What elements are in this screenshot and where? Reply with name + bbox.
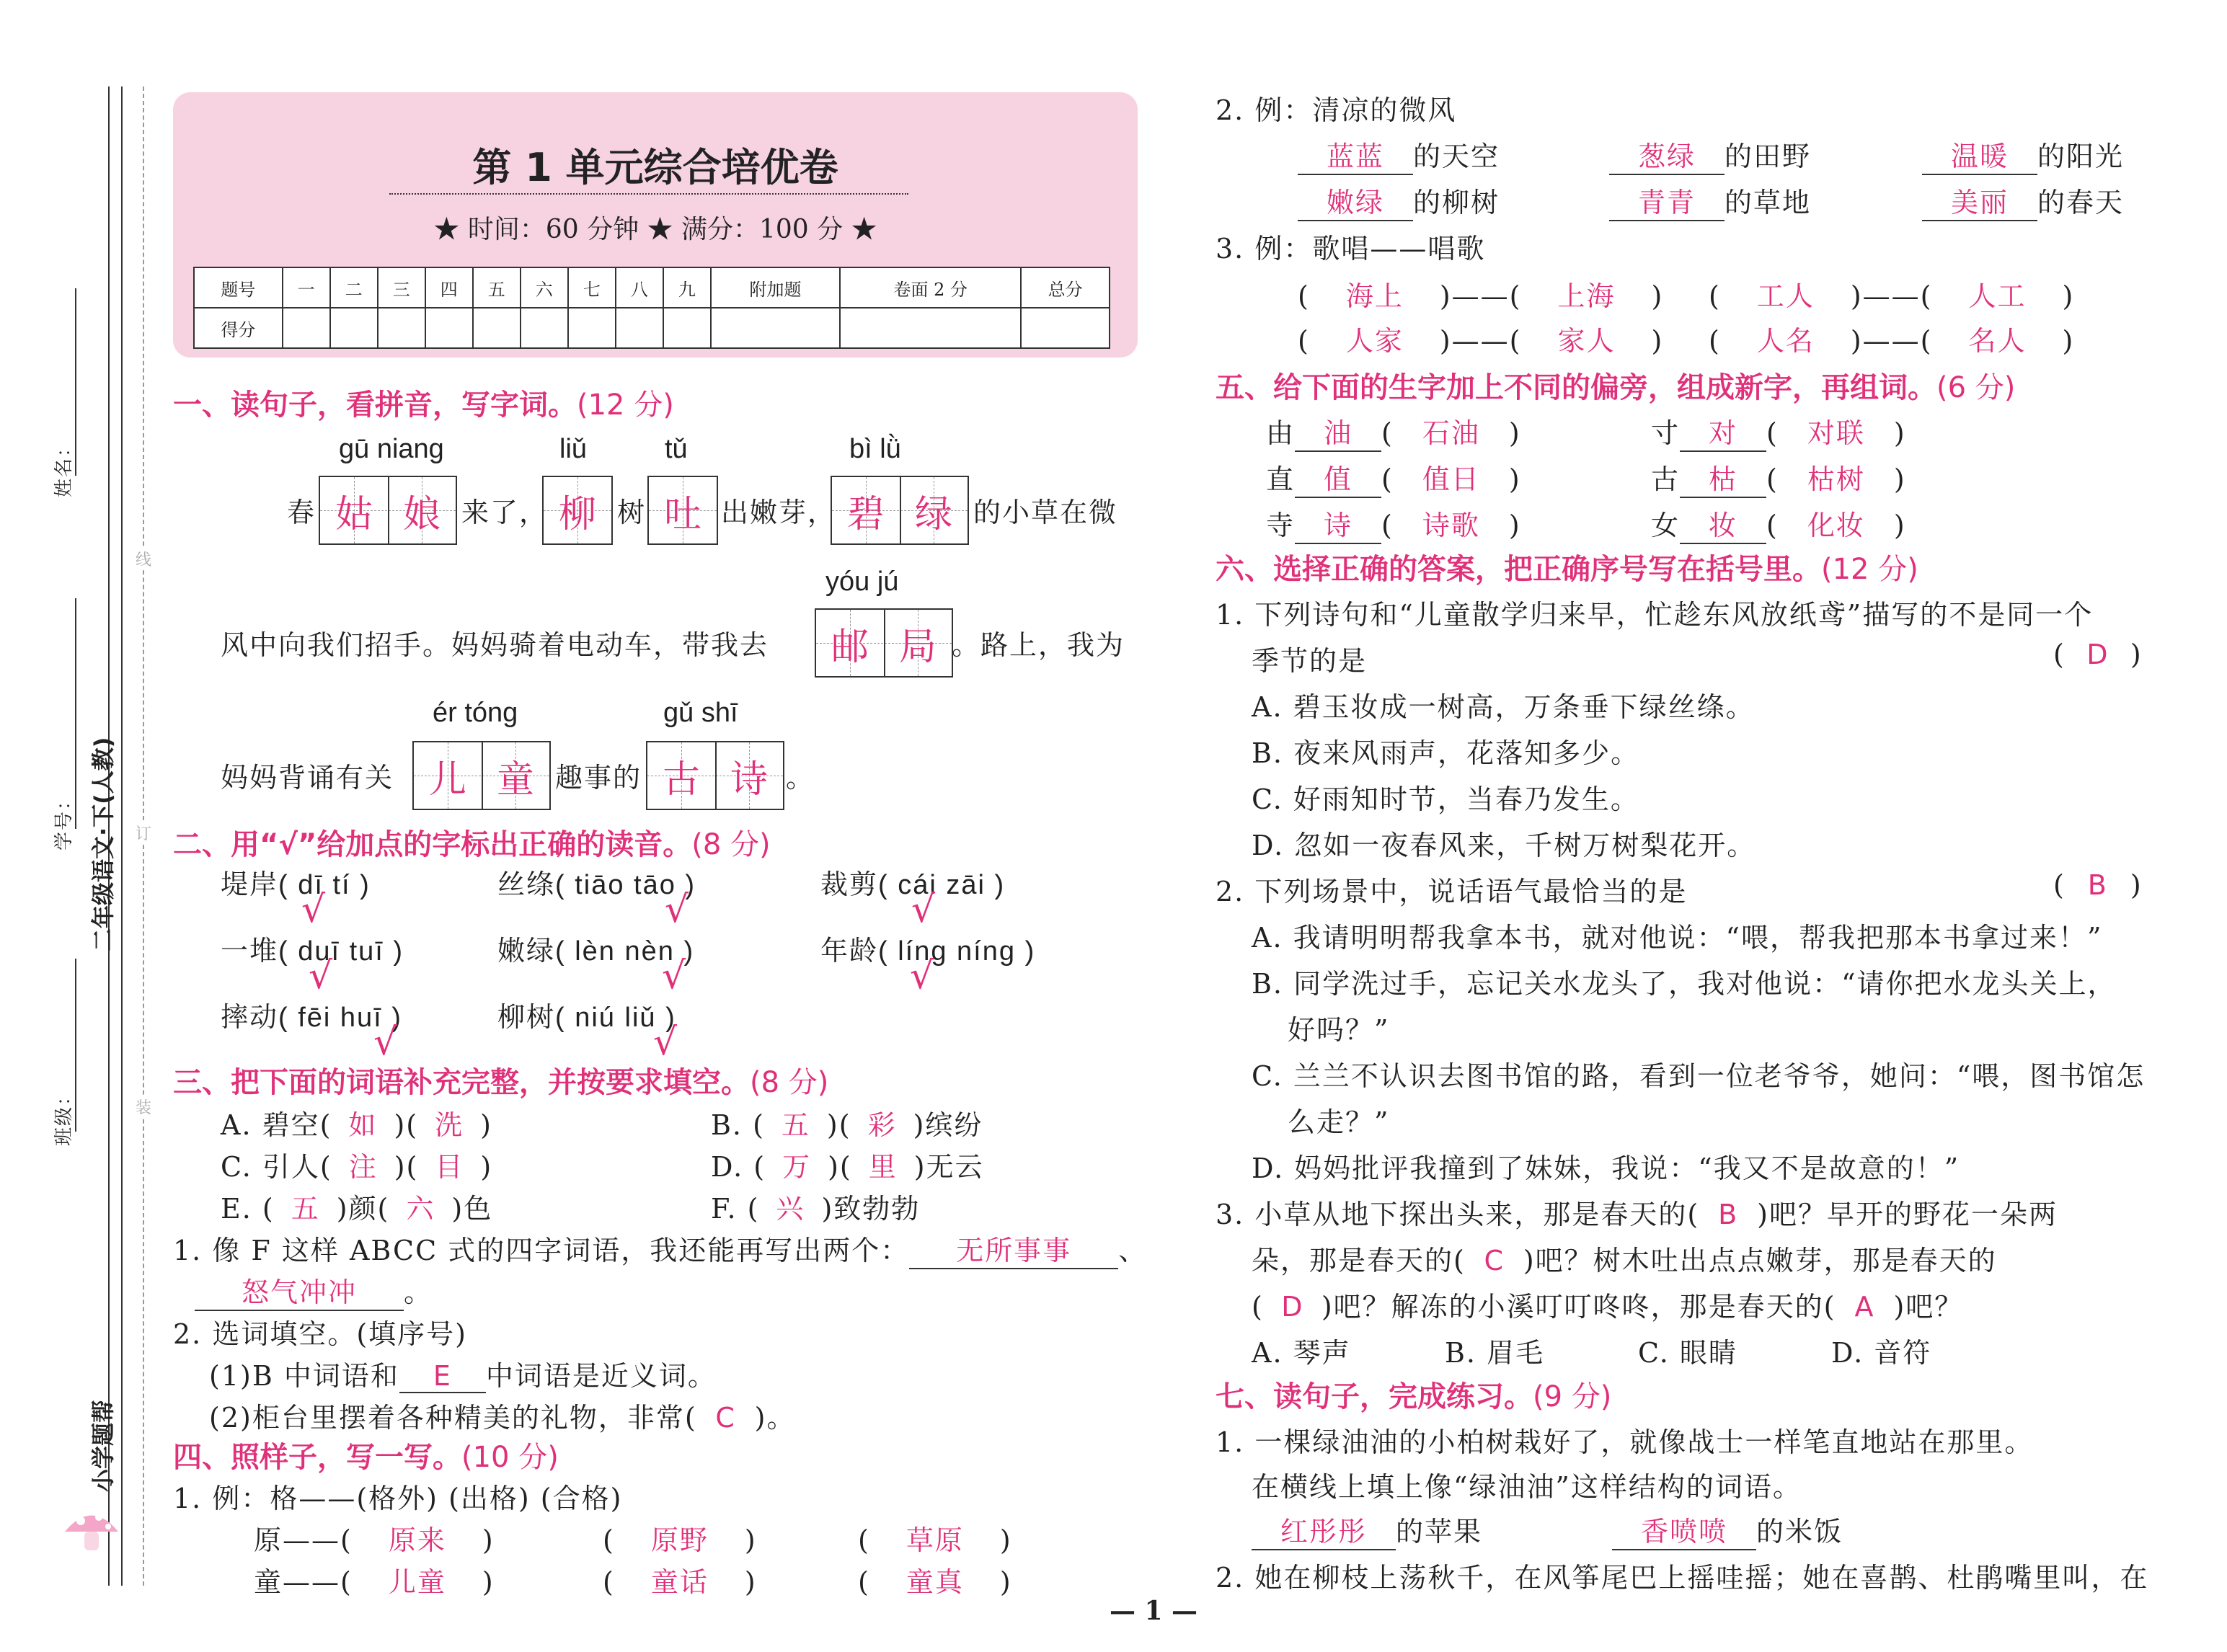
answer-box[interactable] — [542, 476, 613, 545]
answer-char: 娘 — [402, 492, 440, 536]
section-title-text: 五、给下面的生字加上不同的偏旁，组成新字，再组词。 — [1216, 371, 1936, 404]
check-mark-icon: √ — [653, 1021, 678, 1064]
choice-answer[interactable]: D — [2086, 639, 2109, 670]
item-word: 年龄 — [820, 935, 879, 967]
idiom-answer[interactable]: 彩 — [867, 1109, 897, 1141]
score-header-cell: 附加题 — [711, 267, 840, 308]
option: D. 妈妈批评我撞到了妹妹，我说：“我又不是故意的！” — [1252, 1153, 1960, 1184]
score-cell[interactable] — [283, 308, 330, 348]
base-char: 古 — [1651, 463, 1681, 495]
pinyin-item — [221, 862, 371, 902]
section-title-text: 六、选择正确的答案，把正确序号写在括号里。 — [1216, 553, 1821, 586]
word-answer[interactable]: 人家 — [1345, 325, 1404, 357]
s4-row-1: 原——( 原来 ) — [254, 1518, 495, 1558]
radical-item: 古 枯 ( 枯树 ) — [1651, 457, 1906, 498]
idiom-answer[interactable]: 五 — [781, 1109, 810, 1141]
s4-row-1-b: ( 原野 ) — [603, 1518, 757, 1558]
idiom-text: F. ( — [711, 1193, 760, 1225]
page-title: 第 1 单元综合培优卷 — [472, 145, 838, 190]
item-word: 一堆 — [221, 935, 279, 967]
s4-example-3: 3. 例：歌唱——唱歌 — [1216, 233, 1486, 265]
fill-blank[interactable]: 诗 — [1295, 503, 1381, 544]
choice-answer[interactable]: B — [2087, 869, 2108, 901]
phrase-text: 的田野 — [1725, 141, 1812, 172]
idiom-text: )色 — [451, 1193, 493, 1225]
s4-q3-item: ( 人家 )——( 家人 ) — [1298, 319, 1663, 358]
s4-q3-item: ( 工人 )——( 人工 ) — [1709, 274, 2074, 314]
option: A. 碧玉妆成一树高，万条垂下绿丝绦。 — [1252, 691, 1755, 723]
pinyin: yóu jú — [825, 567, 899, 597]
answer-box[interactable] — [815, 608, 953, 678]
s6-q1-answer: ( D ) — [2053, 639, 2143, 670]
item-word: 丝绦 — [497, 869, 556, 900]
base-char: 寸 — [1651, 417, 1681, 449]
fill-blank[interactable]: 红彤彤 — [1252, 1509, 1396, 1550]
item-options: ( cái zāi ) — [878, 870, 1006, 900]
answer-char: 局 — [898, 625, 937, 669]
radical-item: 女 妆 ( 化妆 ) — [1651, 503, 1906, 544]
word-answer[interactable]: 诗歌 — [1422, 510, 1480, 541]
radical-item: 寺 诗 ( 诗歌 ) — [1266, 503, 1521, 544]
fill-blank[interactable]: 怒气冲冲 — [195, 1270, 404, 1311]
s1-text: 。 — [786, 762, 815, 794]
s1-text: 春 — [287, 497, 316, 528]
s4-q2-item — [1922, 134, 2124, 175]
answer-box[interactable] — [831, 476, 969, 545]
choice-answer[interactable]: A — [1854, 1291, 1875, 1323]
id-label: 学号： — [53, 789, 75, 851]
section-6-title — [1216, 546, 1918, 587]
phrase-text: 的柳树 — [1413, 187, 1500, 218]
s6-q1-cont: 季节的是 — [1252, 645, 1368, 677]
pinyin: bì lǜ — [849, 434, 901, 464]
score-cell[interactable] — [711, 308, 840, 348]
section-points: (12 分) — [577, 388, 674, 422]
s1-text: 的小草在微 — [973, 497, 1118, 528]
phrase-text: 的草地 — [1725, 187, 1812, 218]
idiom-text: )无云 — [913, 1151, 984, 1183]
s4-row-2-c: ( 童真 ) — [858, 1560, 1012, 1599]
s4-row-2-b: ( 童话 ) — [603, 1560, 757, 1599]
fill-blank[interactable]: 美丽 — [1922, 180, 2037, 221]
score-cell[interactable] — [521, 308, 568, 348]
word-answer[interactable]: 儿童 — [388, 1566, 446, 1598]
name-blank — [75, 288, 76, 476]
item-options: ( tiāo tāo ) — [555, 870, 696, 900]
item-word: 摔动 — [221, 1001, 279, 1033]
fill-blank[interactable]: C — [715, 1402, 736, 1434]
section-points: (8 分) — [750, 1066, 829, 1099]
word-answer[interactable]: 工人 — [1756, 280, 1815, 312]
pinyin-item — [497, 995, 676, 1034]
idiom-answer[interactable]: 五 — [291, 1193, 320, 1225]
answer-box[interactable] — [646, 741, 784, 810]
section-points: (12 分) — [1821, 553, 1918, 586]
idiom-answer[interactable]: 万 — [782, 1151, 812, 1183]
question-text: )。 — [754, 1402, 796, 1434]
answer-char: 邮 — [831, 625, 869, 669]
question-text: (1)B 中词语和 — [209, 1360, 399, 1392]
s6-q3-line3 — [1252, 1284, 1963, 1324]
s7-q2: 2. 她在柳枝上荡秋千，在风筝尾巴上摇哇摇；她在喜鹊、杜鹃嘴里叫，在 — [1216, 1562, 2149, 1594]
s6-q1: 1. 下列诗句和“儿童散学归来早，忙趁东风放纸鸢”描写的不是同一个 — [1216, 599, 2094, 631]
idiom-text: D. ( — [711, 1151, 766, 1183]
question-text: 3. 小草从地下探出头来，那是春天的( — [1216, 1199, 1700, 1230]
score-header-cell: 一 — [283, 267, 330, 308]
idiom-answer[interactable]: 兴 — [776, 1193, 805, 1225]
check-mark-icon: √ — [309, 954, 333, 998]
item-options: ( fēi huī ) — [278, 1003, 402, 1033]
radical-item: 直 值 ( 值日 ) — [1266, 457, 1521, 498]
question-text: )吧？早开的野花一朵两 — [1757, 1199, 2058, 1230]
item-word: 柳树 — [497, 1001, 556, 1033]
class-label: 班级： — [53, 1085, 75, 1146]
check-mark-icon: √ — [301, 888, 326, 931]
section-1-title — [173, 382, 674, 423]
choice-answer[interactable]: C — [1484, 1245, 1505, 1276]
score-cell[interactable] — [840, 308, 1021, 348]
section-2-title — [173, 822, 771, 863]
word-answer[interactable]: 家人 — [1557, 325, 1616, 357]
word-answer[interactable]: 海上 — [1345, 280, 1404, 312]
score-cell[interactable] — [425, 308, 473, 348]
choice-answer[interactable]: D — [1281, 1291, 1304, 1323]
question-text: 朵，那是春天的( — [1252, 1245, 1466, 1276]
s6-q3-line1 — [1216, 1192, 2058, 1232]
idiom-text: A. 碧空( — [221, 1109, 332, 1141]
question-text: )吧？ — [1893, 1291, 1964, 1323]
section-points: (6 分) — [1936, 371, 2016, 404]
s1-text: 来了， — [461, 497, 549, 528]
word-answer[interactable]: 原来 — [388, 1524, 446, 1556]
fill-blank[interactable]: 妆 — [1680, 503, 1766, 544]
s4-q2-item — [1298, 134, 1500, 175]
word-answer[interactable]: 人名 — [1756, 325, 1815, 357]
option: C. 好雨知时节，当春乃发生。 — [1252, 783, 1639, 815]
section-title-text: 一、读句子，看拼音，写字词。 — [173, 388, 577, 422]
fill-blank[interactable]: 青青 — [1609, 180, 1725, 221]
s3-q2: 2. 选词填空。(填序号) — [173, 1318, 467, 1350]
item-options: ( líng níng ) — [878, 936, 1036, 967]
fill-blank[interactable]: 温暖 — [1922, 134, 2037, 175]
row-char: 童——( — [254, 1566, 353, 1598]
phrase-text: 的春天 — [2037, 187, 2125, 218]
score-header-cell: 六 — [521, 267, 568, 308]
mushroom-logo-icon — [59, 1503, 124, 1553]
pinyin: liǔ — [559, 434, 588, 464]
section-3-title — [173, 1060, 828, 1101]
page-number: — 1 — — [1109, 1596, 1198, 1626]
section-title-text: 四、照样子，写一写。 — [173, 1441, 461, 1474]
s4-q3-item: ( 人名 )——( 名人 ) — [1709, 319, 2074, 358]
item-word: 堤岸 — [221, 869, 279, 900]
idiom-answer[interactable]: 六 — [406, 1193, 435, 1225]
word-answer[interactable]: 原野 — [650, 1524, 709, 1556]
score-header-cell: 三 — [378, 267, 425, 308]
word-answer[interactable]: 枯树 — [1807, 463, 1865, 495]
score-table — [193, 267, 1110, 349]
choice-answer[interactable]: B — [1718, 1199, 1739, 1230]
option: B. 眉毛 — [1445, 1337, 1545, 1369]
s1-text: 。路上，我为 — [952, 629, 1125, 661]
answer-box[interactable] — [647, 476, 718, 545]
score-cell[interactable] — [568, 308, 616, 348]
answer-char: 姑 — [335, 492, 373, 536]
section-4-title — [173, 1434, 559, 1475]
radical-item: 寸 对 ( 对联 ) — [1651, 411, 1906, 452]
answer-char: 儿 — [428, 758, 466, 801]
fill-blank[interactable]: 蓝蓝 — [1298, 134, 1413, 175]
item-options: ( niú liǔ ) — [555, 1003, 676, 1033]
item-word: 嫩绿 — [497, 935, 556, 967]
answer-box[interactable] — [412, 741, 551, 810]
idiom-E — [221, 1186, 492, 1226]
idiom-F — [711, 1186, 920, 1226]
s3-q1: 1. 像 F 这样 ABCC 式的四字词语，我还能再写出两个： 无所事事 、 — [173, 1228, 1147, 1269]
exam-info: ★ 时间：60 分钟 ★ 满分：100 分 ★ — [433, 215, 877, 244]
idiom-A: A. 碧空( 如 )( 洗 ) — [221, 1103, 492, 1142]
check-mark-icon: √ — [665, 888, 689, 931]
idiom-text: )致勃勃 — [821, 1193, 921, 1225]
score-header-cell: 二 — [330, 267, 378, 308]
section-points: (10 分) — [461, 1441, 559, 1474]
fill-blank[interactable]: 香喷喷 — [1612, 1509, 1756, 1550]
book-label: 二年级语文·下(人教) — [89, 737, 117, 951]
option: B. 夜来风雨声，花落知多少。 — [1252, 737, 1640, 769]
score-cell[interactable] — [1021, 308, 1110, 348]
item-options: ( duī tuī ) — [278, 936, 404, 967]
word-answer[interactable]: 童真 — [906, 1566, 964, 1598]
idiom-answer[interactable]: 洗 — [435, 1109, 464, 1141]
score-header-cell: 总分 — [1021, 267, 1110, 308]
check-mark-icon: √ — [662, 954, 686, 998]
s4-q2-item — [1922, 180, 2124, 221]
item-options: ( dī tí ) — [278, 870, 371, 900]
answer-char: 吐 — [663, 492, 701, 536]
option: C. 兰兰不认识去图书馆的路，看到一位老爷爷，她问：“喂，图书馆怎 — [1252, 1060, 2146, 1092]
question-text: ( — [1252, 1291, 1264, 1323]
fill-blank[interactable]: E — [399, 1360, 486, 1393]
title-underline — [389, 193, 908, 195]
s1-text: 树 — [617, 497, 647, 528]
option: B. 同学洗过手，忘记关水龙头了，我对他说：“请你把水龙头关上， — [1252, 968, 2117, 1000]
s4-example-1: 1. 例：格——(格外) (出格) (合格) — [173, 1483, 623, 1514]
idiom-answer[interactable]: 注 — [348, 1151, 378, 1183]
s4-q2-item — [1609, 180, 1811, 221]
word-answer[interactable]: 值日 — [1422, 463, 1480, 495]
s6-q2-answer: ( B ) — [2053, 869, 2143, 901]
option: D. 音符 — [1831, 1337, 1932, 1369]
phrase-text: 的阳光 — [2037, 141, 2125, 172]
check-mark-icon: √ — [910, 954, 934, 998]
score-header-cell: 题号 — [194, 267, 283, 308]
question-text: )吧？树木吐出点点嫩芽，那是春天的 — [1523, 1245, 1997, 1276]
answer-char: 柳 — [558, 492, 596, 536]
fill-blank[interactable]: 葱绿 — [1609, 134, 1725, 175]
cut-mark-3: 装 — [136, 1096, 151, 1118]
s4-q3-item: ( 海上 )——( 上海 ) — [1298, 274, 1663, 314]
answer-char: 绿 — [914, 492, 952, 536]
radical-item: 由 油 ( 石油 ) — [1266, 411, 1521, 452]
base-char: 直 — [1266, 463, 1296, 495]
answer-box[interactable] — [319, 476, 457, 545]
base-char: 由 — [1266, 417, 1296, 449]
s3-q2-1 — [209, 1354, 717, 1393]
idiom-B: B. ( 五 )( 彩 )缤纷 — [711, 1103, 983, 1142]
base-char: 女 — [1651, 510, 1681, 541]
s7-q1-fill — [1612, 1509, 1843, 1550]
item-options: ( lèn nèn ) — [555, 936, 695, 967]
check-mark-icon: √ — [373, 1021, 398, 1064]
fill-blank[interactable]: 嫩绿 — [1298, 180, 1413, 221]
fill-blank[interactable]: 枯 — [1680, 457, 1766, 498]
score-cell[interactable] — [473, 308, 521, 348]
pinyin: tǔ — [665, 434, 688, 464]
option: C. 眼睛 — [1638, 1337, 1737, 1369]
item-word: 裁剪 — [820, 869, 879, 900]
score-header-cell: 七 — [568, 267, 616, 308]
cut-mark-1: 线 — [136, 548, 151, 570]
s7-q1-fill — [1252, 1509, 1482, 1550]
answer-char: 童 — [496, 758, 534, 801]
section-title-text: 三、把下面的词语补充完整，并按要求填空。 — [173, 1066, 750, 1099]
section-7-title — [1216, 1374, 1611, 1415]
score-cell[interactable] — [616, 308, 663, 348]
brand-label: 小学题帮 — [89, 1399, 117, 1492]
score-header-cell: 四 — [425, 267, 473, 308]
phrase-text: 的天空 — [1413, 141, 1500, 172]
section-points: (9 分) — [1533, 1380, 1612, 1413]
pinyin: ér tóng — [433, 698, 518, 728]
score-header-cell: 卷面 2 分 — [840, 267, 1021, 308]
fill-blank[interactable]: 油 — [1295, 411, 1381, 452]
s4-row-1-c: ( 草原 ) — [858, 1518, 1012, 1558]
fill-blank[interactable]: 无所事事 — [909, 1228, 1118, 1269]
idiom-text: E. ( — [221, 1193, 275, 1225]
pinyin: gǔ shī — [663, 698, 738, 728]
score-cell[interactable] — [663, 308, 711, 348]
s1-text: 风中向我们招手。妈妈骑着电动车，带我去 — [221, 629, 769, 661]
option-cont: 好吗？” — [1288, 1014, 1390, 1046]
question-text: )吧？解冻的小溪叮叮咚咚，那是春天的( — [1321, 1291, 1836, 1323]
pinyin: gū niang — [339, 434, 444, 464]
section-points: (8 分) — [691, 828, 771, 861]
s6-q2: 2. 下列场景中，说话语气最恰当的是 — [1216, 876, 1688, 907]
s3-q1-cont: 怒气冲冲 。 — [195, 1270, 433, 1311]
answer-char: 诗 — [730, 758, 768, 801]
section-5-title — [1216, 365, 2015, 406]
word-answer[interactable]: 童话 — [650, 1566, 709, 1598]
s4-q2-item — [1609, 134, 1811, 175]
option: A. 我请明明帮我拿本书，就对他说：“喂，帮我把那本书拿过来！” — [1252, 922, 2103, 954]
idiom-text: C. 引人( — [221, 1151, 332, 1183]
option-cont: 么走？” — [1288, 1106, 1390, 1138]
word-answer[interactable]: 名人 — [1968, 325, 2027, 357]
score-row-label: 得分 — [194, 308, 283, 348]
word-answer[interactable]: 草原 — [906, 1524, 964, 1556]
s7-q1-instr: 在横线上填上像“绿油油”这样结构的词语。 — [1252, 1471, 1802, 1503]
question-text: 1. 像 F 这样 ABCC 式的四字词语，我还能再写出两个： — [173, 1235, 910, 1266]
s4-row-2: 童——( 儿童 ) — [254, 1560, 495, 1599]
idiom-answer[interactable]: 目 — [435, 1151, 464, 1183]
score-header-cell: 九 — [663, 267, 711, 308]
s4-q2-item — [1298, 180, 1500, 221]
question-text: (2)柜台里摆着各种精美的礼物，非常( — [209, 1402, 697, 1434]
s6-q3-line2 — [1252, 1238, 1997, 1278]
phrase-text: 的米饭 — [1756, 1516, 1843, 1547]
idiom-text: )缤纷 — [913, 1109, 983, 1141]
idiom-C: C. 引人( 注 )( 目 ) — [221, 1145, 492, 1184]
option: D. 忽如一夜春风来，千树万树梨花开。 — [1252, 830, 1756, 861]
option: A. 琴声 — [1252, 1337, 1351, 1369]
base-char: 寺 — [1266, 510, 1296, 541]
id-blank — [75, 598, 76, 829]
idiom-text: B. ( — [711, 1109, 765, 1141]
s3-q2-2 — [209, 1395, 795, 1435]
cut-mark-2: 订 — [136, 822, 151, 844]
s7-q1: 1. 一棵绿油油的小柏树栽好了，就像战士一样笔直地站在那里。 — [1216, 1426, 2034, 1458]
s1-text: 妈妈背诵有关 — [221, 762, 394, 794]
idiom-answer[interactable]: 如 — [348, 1109, 378, 1141]
name-label: 姓名： — [53, 436, 75, 497]
score-cell[interactable] — [330, 308, 378, 348]
score-cell[interactable] — [378, 308, 425, 348]
question-text: 中词语是近义词。 — [485, 1360, 717, 1392]
word-answer[interactable]: 人工 — [1968, 280, 2027, 312]
word-answer[interactable]: 上海 — [1557, 280, 1616, 312]
score-header-cell: 五 — [473, 267, 521, 308]
s1-text: 出嫩芽， — [721, 497, 837, 528]
score-header-cell: 八 — [616, 267, 663, 308]
s1-text: 趣事的 — [555, 762, 642, 794]
word-answer[interactable]: 对联 — [1807, 417, 1865, 449]
check-mark-icon: √ — [911, 888, 936, 931]
idiom-answer[interactable]: 里 — [868, 1151, 898, 1183]
idiom-text: )颜( — [336, 1193, 390, 1225]
phrase-text: 的苹果 — [1396, 1516, 1483, 1547]
row-char: 原——( — [254, 1524, 353, 1556]
class-blank — [75, 959, 76, 1132]
fill-blank[interactable]: 值 — [1295, 457, 1381, 498]
section-title-text: 二、用“√”给加点的字标出正确的读音。 — [173, 828, 692, 861]
word-answer[interactable]: 化妆 — [1807, 510, 1865, 541]
fill-blank[interactable]: 对 — [1680, 411, 1766, 452]
word-answer[interactable]: 石油 — [1422, 417, 1480, 449]
section-title-text: 七、读句子，完成练习。 — [1216, 1380, 1533, 1413]
idiom-D: D. ( 万 )( 里 )无云 — [711, 1145, 984, 1184]
s4-example-2: 2. 例：清凉的微风 — [1216, 94, 1457, 126]
binding-line-outer — [121, 86, 123, 1586]
answer-char: 古 — [662, 758, 700, 801]
answer-char: 碧 — [846, 492, 885, 536]
